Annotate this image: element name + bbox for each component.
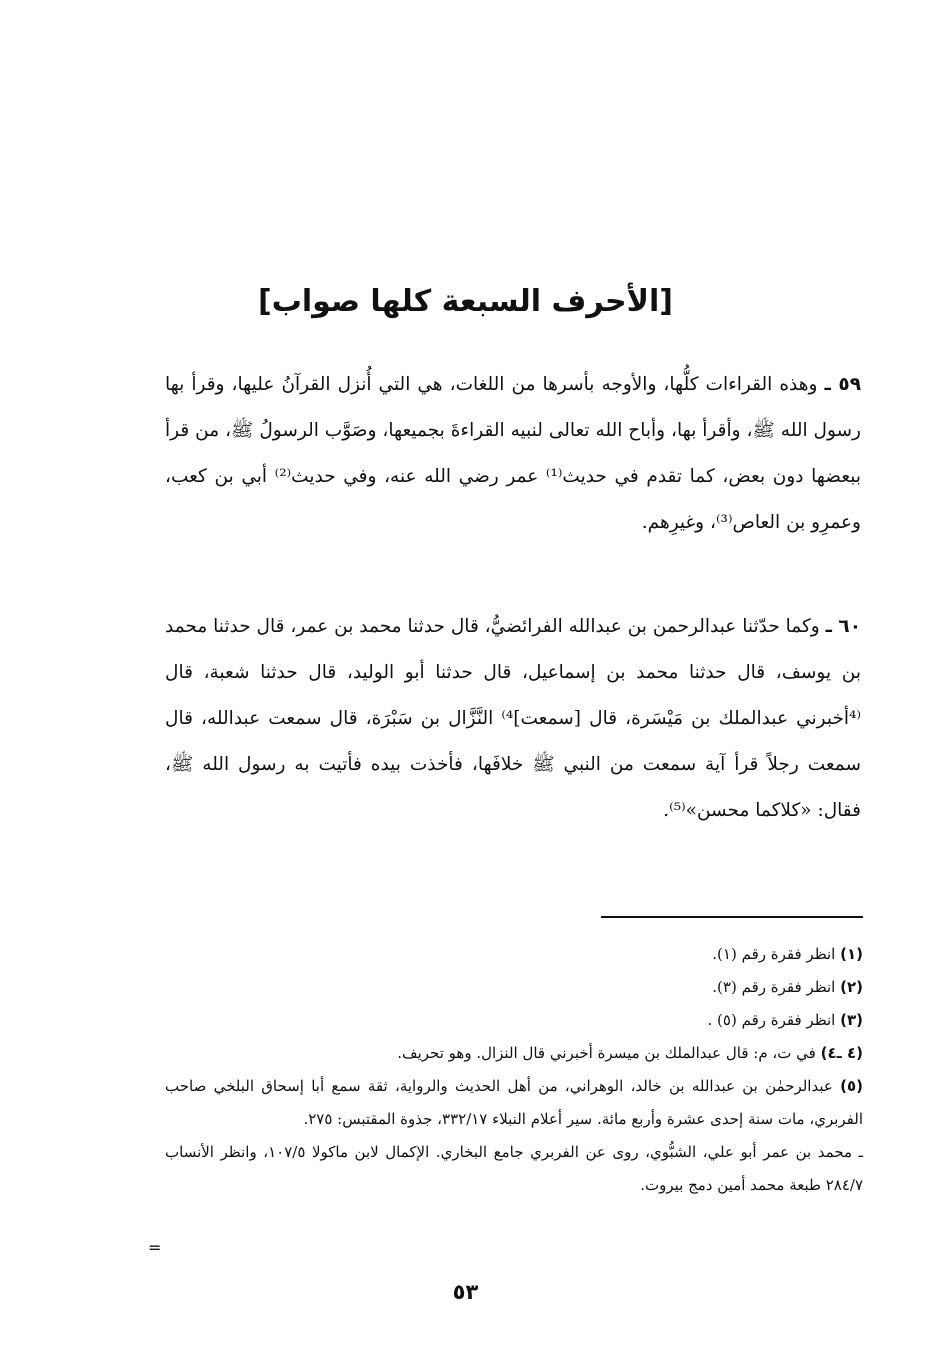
footnote-text: انظر فقرة رقم (٥) . (707, 1011, 836, 1029)
footnote-3 (165, 1004, 863, 1037)
paragraph-59 (165, 362, 861, 546)
paragraph-text: وكما حدّثنا عبدالرحمن بن عبدالله الفرائضيُّ، قال حدثنا محمد بن عمر، قال حدثنا محمد بن يوسف، قال حدثنا محمد بن إسماعيل، قال حدثنا أبو الوليد، قال حدثنا شعبة، قال ⁽⁴أخبرني عبدالملك بن مَيْسَرة، قال [سمعت]⁴⁾ النَّزَّال بن سَبْرَة، قال سمعت عبدالله، قال سمعت رجلاً قرأ آية سمعت من النبي ﷺ خلافَها، فأخذت بيده فأتيت به رسول الله ﷺ، فقال: «كلاكما محسن»⁽⁵⁾. (165, 616, 861, 821)
footnote-continuation: ـ محمد بن عمر أبو علي، الشبُّوي، روى عن الفربري جامع البخاري. الإكمال لابن ماكولا ١٠٧/٥، وانظر الأنساب ٢٨٤/٧ طبعة محمد أمين دمج بيروت. (165, 1143, 863, 1194)
footnote-text: عبدالرحمٰن بن عبدالله بن خالد، الوهراني، من أهل الحديث والرواية، ثقة سمع أبا إسحاق البلخي صاحب الفربري، مات سنة إحدى عشرة وأربع مائة. سير أعلام النبلاء ٣٣٢/١٧، جذوة المقتبس: ٢٧٥. (165, 1077, 863, 1128)
footnote-text: في ت، م: قال عبدالملك بن ميسرة أخبرني قال النزال. وهو تحريف. (397, 1044, 816, 1062)
page-number: ٥٣ (452, 1280, 479, 1304)
paragraph-number: ٥٩ ـ (824, 374, 861, 395)
section-heading: [الأحرف السبعة كلها صواب] (258, 284, 673, 319)
footnote-4 (165, 1037, 863, 1070)
footnote-text: انظر فقرة رقم (٣). (712, 978, 836, 996)
footnote-number: (٣) (840, 1011, 863, 1029)
footnote-1 (165, 938, 863, 971)
footnote-number: (٢) (840, 978, 863, 996)
footnote-number: (١) (840, 945, 863, 963)
footnote-text: انظر فقرة رقم (١). (712, 945, 836, 963)
paragraph-60 (165, 604, 861, 834)
footnote-separator (601, 916, 863, 918)
footnote-number: (٤ ـ٤) (820, 1044, 863, 1062)
paragraph-text: وهذه القراءات كلُّها، والأوجه بأسرها من اللغات، هي التي أُنزل القرآنُ عليها، وقرأ بها رسول الله ﷺ، وأقرأ بها، وأباح الله تعالى لنبيه القراءةَ بجميعها، وصَوَّب الرسولُ ﷺ، من قرأ ببعضها دون بعض، كما تقدم في حديث⁽¹⁾ عمر رضي الله عنه، وفي حديث⁽²⁾ أبي بن كعب، وعمرِو بن العاص⁽³⁾، وغيرِهم. (165, 374, 861, 533)
footnote-2 (165, 971, 863, 1004)
paragraph-number: ٦٠ ـ (825, 616, 862, 637)
footnote-number: (٥) (840, 1077, 864, 1095)
footnote-5 (165, 1070, 863, 1136)
footnotes (165, 938, 863, 1202)
continuation-mark: = (148, 1238, 162, 1257)
